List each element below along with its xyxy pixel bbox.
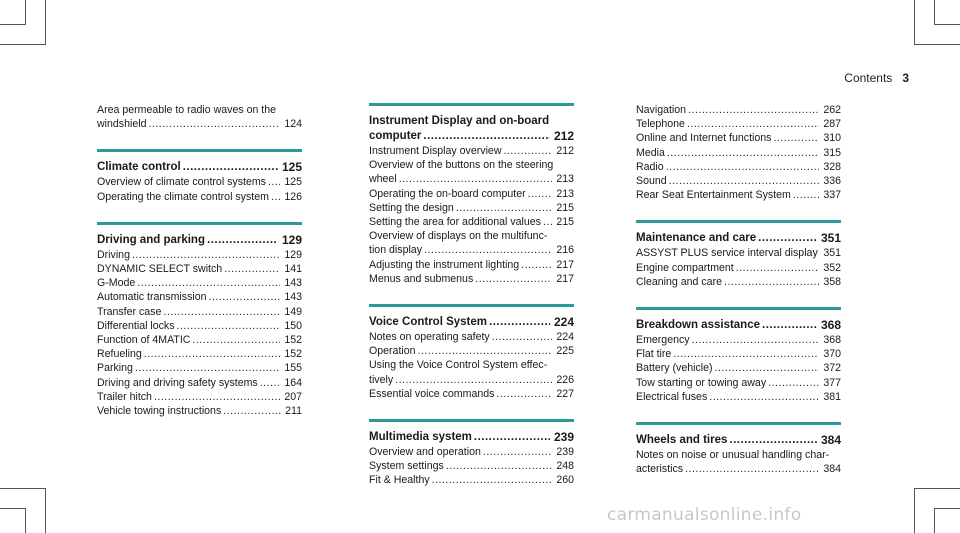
toc-entry-page: 215 (552, 201, 574, 215)
toc-entry-title: Setting the design ..... (369, 201, 552, 215)
toc-entry-title: System settings ..... (369, 459, 552, 473)
toc-entry-page: 143 (280, 290, 302, 304)
section-heading-title: Multimedia system ..... (369, 430, 550, 445)
toc-entry-title: Operation ..... (369, 344, 552, 358)
toc-entry[interactable] (369, 172, 574, 186)
section-heading-page: 384 (817, 433, 841, 448)
toc-entry-page: 310 (819, 131, 841, 145)
toc-entry[interactable] (97, 319, 302, 333)
toc-entry[interactable] (369, 272, 574, 286)
toc-entry-page: 368 (819, 333, 841, 347)
section-heading[interactable] (369, 315, 574, 330)
toc-entry-page: 152 (280, 333, 302, 347)
page-header (814, 71, 909, 87)
toc-entry-title: tively ..... (369, 373, 552, 387)
toc-entry-page: 126 (280, 190, 302, 204)
toc-entry-page: 351 (819, 246, 841, 260)
toc-entry-title: Adjusting the instrument lighting ..... (369, 258, 552, 272)
toc-entry[interactable] (97, 305, 302, 319)
toc-entry-page: 358 (819, 275, 841, 289)
toc-entry[interactable] (97, 117, 302, 131)
toc-entry-page: 213 (552, 172, 574, 186)
toc-entry[interactable] (369, 473, 574, 487)
toc-entry-page: 212 (552, 144, 574, 158)
toc-entry-line: Overview of displays on the multifunc- (369, 230, 548, 243)
section-heading-title: Voice Control System ..... (369, 315, 550, 330)
toc-entry[interactable] (97, 404, 302, 418)
toc-entry[interactable] (369, 144, 574, 158)
toc-section (369, 103, 574, 286)
toc-entry-page: 217 (552, 272, 574, 286)
toc-entry[interactable] (369, 215, 574, 229)
toc-entry-page: 227 (552, 387, 574, 401)
toc-column-2 (369, 103, 574, 506)
section-heading-line: Instrument Display and on-board (369, 115, 550, 127)
toc-entry[interactable] (636, 117, 841, 131)
toc-entry[interactable] (97, 190, 302, 204)
toc-entry-title: Automatic transmission ..... (97, 290, 280, 304)
toc-entry-page: 352 (819, 261, 841, 275)
section-heading[interactable] (369, 129, 574, 144)
section-heading-title: computer ..... (369, 129, 550, 144)
toc-entry[interactable] (369, 243, 574, 257)
toc-entry[interactable] (636, 361, 841, 375)
crop-mark (45, 488, 46, 533)
toc-entry-page: 155 (280, 361, 302, 375)
toc-entry-title: Overview of climate control systems ..... (97, 175, 280, 189)
toc-section (97, 149, 302, 203)
toc-entry[interactable] (369, 373, 574, 387)
toc-entry-title: Rear Seat Entertainment System ..... (636, 188, 819, 202)
toc-entry-title: Trailer hitch ..... (97, 390, 280, 404)
toc-entry-page: 216 (552, 243, 574, 257)
toc-entry-title: Essential voice commands ..... (369, 387, 552, 401)
toc-entry[interactable] (636, 160, 841, 174)
section-heading-page: 351 (817, 231, 841, 246)
toc-entry-page: 211 (281, 404, 302, 418)
toc-section (369, 419, 574, 488)
toc-entry-page: 377 (819, 376, 841, 390)
toc-entry-title: wheel ..... (369, 172, 552, 186)
section-heading-title: Driving and parking ..... (97, 233, 278, 248)
section-heading-title: Breakdown assistance ..... (636, 318, 817, 333)
toc-section (636, 307, 841, 404)
section-heading[interactable] (636, 433, 841, 448)
toc-entry[interactable] (369, 258, 574, 272)
crop-mark (934, 508, 960, 509)
crop-mark (914, 0, 915, 45)
toc-entry[interactable] (369, 344, 574, 358)
toc-entry-title: Driving ..... (97, 248, 280, 262)
toc-entry[interactable] (97, 333, 302, 347)
toc-entry-title: DYNAMIC SELECT switch ..... (97, 262, 280, 276)
crop-mark (0, 24, 26, 25)
toc-entry-title: Notes on operating safety ..... (369, 330, 552, 344)
toc-entry[interactable] (636, 347, 841, 361)
toc-entry-title: Battery (vehicle) ..... (636, 361, 819, 375)
crop-mark (934, 0, 935, 25)
toc-entry-title: Navigation ..... (636, 103, 819, 117)
toc-entry[interactable] (97, 248, 302, 262)
crop-mark (914, 44, 960, 45)
toc-section (636, 422, 841, 476)
crop-mark (934, 24, 960, 25)
toc-entry-line: Area permeable to radio waves on the (97, 104, 277, 116)
toc-entry-title: Parking ..... (97, 361, 280, 375)
toc-entry[interactable] (97, 276, 302, 290)
toc-entry-page: 381 (819, 390, 841, 404)
toc-entry-page: 213 (552, 187, 574, 201)
section-heading-title: Climate control ..... (97, 160, 278, 175)
toc-entry-title: Setting the area for additional values ..... (369, 215, 552, 229)
toc-entry-page: 164 (280, 376, 302, 390)
toc-entry-page: 141 (280, 262, 302, 276)
toc-entry[interactable] (97, 262, 302, 276)
toc-entry-page: 215 (552, 215, 574, 229)
toc-entry[interactable] (636, 174, 841, 188)
toc-entry-page: 239 (552, 445, 574, 459)
toc-entry[interactable] (369, 330, 574, 344)
section-heading[interactable] (636, 318, 841, 333)
section-heading-page: 368 (817, 318, 841, 333)
toc-entry-line: Notes on noise or unusual handling char- (636, 449, 830, 462)
section-heading[interactable] (369, 430, 574, 445)
toc-entry[interactable] (369, 459, 574, 473)
toc-entry-page: 207 (280, 390, 302, 404)
header-title: Contents (844, 71, 893, 85)
crop-mark (45, 0, 46, 45)
toc-entry-page: 129 (280, 248, 302, 262)
toc-entry[interactable] (636, 390, 841, 404)
toc-section (636, 220, 841, 289)
toc-entry[interactable] (636, 333, 841, 347)
toc-entry-title: Media ..... (636, 146, 819, 160)
toc-entry-title: Refueling ..... (97, 347, 280, 361)
toc-entry[interactable] (636, 261, 841, 275)
toc-entry[interactable] (97, 347, 302, 361)
toc-entry[interactable] (636, 188, 841, 202)
toc-entry[interactable] (369, 387, 574, 401)
toc-entry-page: 384 (819, 462, 841, 476)
toc-entry-page: 143 (280, 276, 302, 290)
crop-mark (25, 508, 26, 533)
toc-entry-title: Cleaning and care ..... (636, 275, 819, 289)
toc-entry-page: 217 (552, 258, 574, 272)
section-heading-page: 212 (550, 129, 574, 144)
section-heading[interactable] (97, 233, 302, 248)
crop-mark (25, 0, 26, 25)
toc-entry-page: 124 (280, 117, 302, 131)
toc-entry-title: Electrical fuses ..... (636, 390, 819, 404)
toc-entry-page: 125 (280, 175, 302, 189)
toc-section (97, 222, 302, 418)
toc-entry-page: 150 (280, 319, 302, 333)
toc-entry-title: tion display ..... (369, 243, 552, 257)
toc-entry-title: Radio ..... (636, 160, 819, 174)
toc-entry-page: 224 (552, 330, 574, 344)
toc-entry[interactable] (369, 201, 574, 215)
crop-mark (0, 488, 46, 489)
crop-mark (914, 488, 960, 489)
toc-entry[interactable] (97, 376, 302, 390)
toc-entry-title: Menus and submenus ..... (369, 272, 552, 286)
toc-entry[interactable] (97, 175, 302, 189)
toc-entry-title: acteristics ..... (636, 462, 819, 476)
toc-entry[interactable] (636, 275, 841, 289)
toc-entry-title: windshield ..... (97, 117, 280, 131)
toc-entry-title: Instrument Display overview ..... (369, 144, 552, 158)
toc-entry[interactable] (369, 445, 574, 459)
toc-entry-title: Engine compartment ..... (636, 261, 819, 275)
toc-section (369, 304, 574, 401)
crop-mark (934, 508, 935, 533)
toc-entry[interactable] (97, 390, 302, 404)
toc-entry-title: Online and Internet functions ..... (636, 131, 819, 145)
toc-entry-page: 370 (819, 347, 841, 361)
watermark: carmanualsonline.info (607, 505, 802, 525)
toc-entry[interactable] (636, 376, 841, 390)
toc-entry-page: 248 (552, 459, 574, 473)
section-heading[interactable] (97, 160, 302, 175)
section-heading-title: Wheels and tires ..... (636, 433, 817, 448)
toc-entry-page: 260 (552, 473, 574, 487)
toc-entry[interactable] (97, 361, 302, 375)
section-heading-page: 125 (278, 160, 302, 175)
toc-section (97, 103, 302, 131)
toc-entry-page: 226 (552, 373, 574, 387)
toc-section (636, 103, 841, 202)
toc-entry-page: 336 (819, 174, 841, 188)
toc-entry-page: 152 (280, 347, 302, 361)
toc-entry-title: ASSYST PLUS service interval display ..... (636, 246, 819, 260)
toc-entry-line: Overview of the buttons on the steering (369, 159, 554, 172)
toc-entry-page: 149 (280, 305, 302, 319)
toc-entry-page: 372 (819, 361, 841, 375)
toc-entry-title: G-Mode ..... (97, 276, 280, 290)
toc-entry[interactable] (369, 187, 574, 201)
crop-mark (0, 508, 26, 509)
toc-entry-title: Function of 4MATIC ..... (97, 333, 280, 347)
toc-entry-page: 287 (819, 117, 841, 131)
toc-entry-page: 337 (819, 188, 841, 202)
toc-entry-title: Transfer case ..... (97, 305, 280, 319)
toc-entry-title: Operating the on-board computer ..... (369, 187, 552, 201)
crop-mark (914, 488, 915, 533)
page-number: 3 (902, 71, 909, 85)
toc-entry-page: 328 (819, 160, 841, 174)
section-heading[interactable] (636, 231, 841, 246)
section-heading-page: 129 (278, 233, 302, 248)
toc-entry-page: 315 (819, 146, 841, 160)
toc-entry[interactable] (636, 462, 841, 476)
toc-entry-title: Tow starting or towing away ..... (636, 376, 819, 390)
toc-entry[interactable] (97, 290, 302, 304)
crop-mark (0, 44, 46, 45)
toc-column-1 (97, 103, 302, 436)
toc-entry-title: Overview and operation ..... (369, 445, 552, 459)
toc-entry-page: 262 (819, 103, 841, 117)
section-heading-page: 239 (550, 430, 574, 445)
toc-entry[interactable] (636, 146, 841, 160)
toc-entry[interactable] (636, 131, 841, 145)
toc-entry-title: Operating the climate control system ..... (97, 190, 280, 204)
toc-entry[interactable] (636, 103, 841, 117)
toc-entry-title: Sound ..... (636, 174, 819, 188)
toc-entry-page: 225 (552, 344, 574, 358)
section-heading-title: Maintenance and care ..... (636, 231, 817, 246)
toc-entry[interactable] (636, 246, 841, 260)
section-heading-page: 224 (550, 315, 574, 330)
toc-entry-title: Differential locks ..... (97, 319, 280, 333)
toc-entry-title: Flat tire ..... (636, 347, 819, 361)
toc-entry-title: Fit & Healthy ..... (369, 473, 552, 487)
toc-entry-title: Vehicle towing instructions ..... (97, 404, 281, 418)
toc-entry-title: Emergency ..... (636, 333, 819, 347)
toc-entry-title: Driving and driving safety systems ..... (97, 376, 280, 390)
toc-entry-title: Telephone ..... (636, 117, 819, 131)
toc-entry-line: Using the Voice Control System effec- (369, 359, 548, 372)
toc-column-3 (636, 103, 841, 494)
